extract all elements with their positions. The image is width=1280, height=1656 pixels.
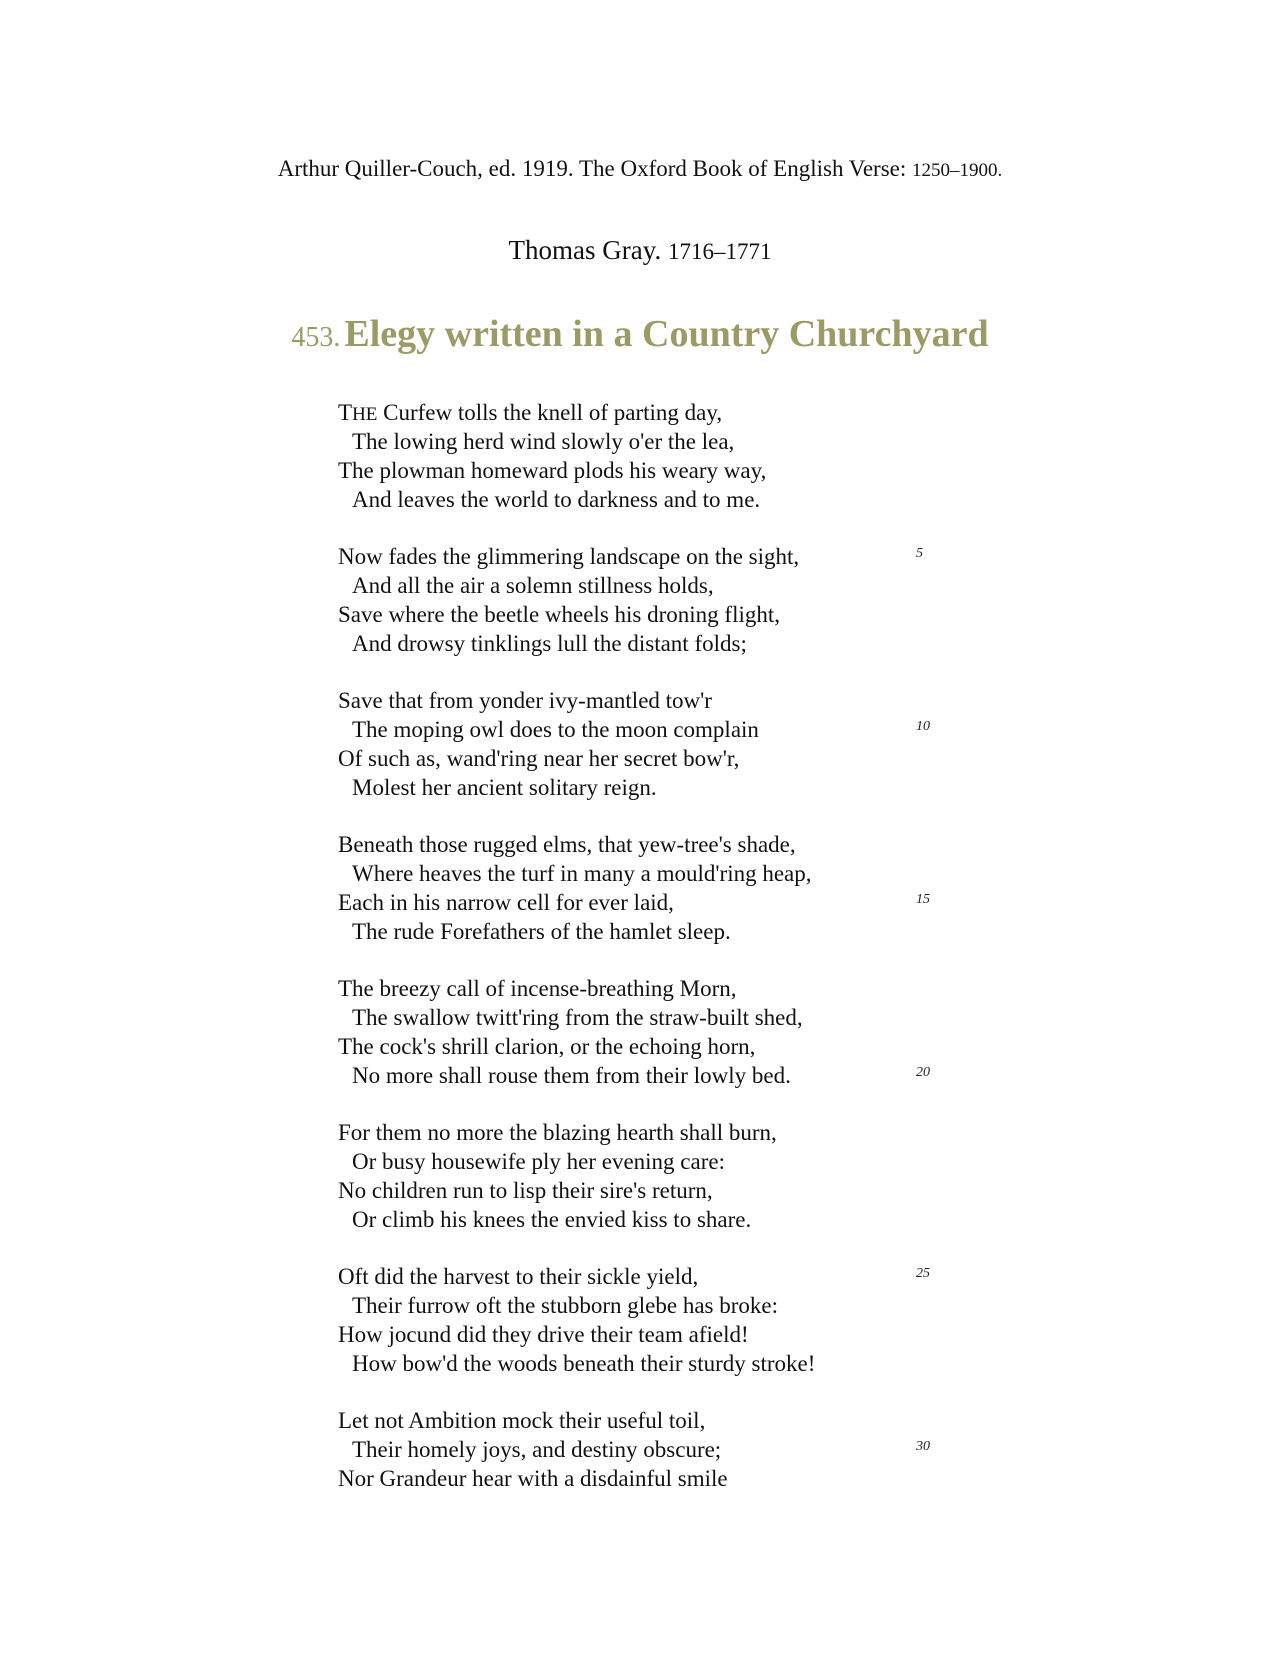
verse-line: Save that from yonder ivy-mantled tow'r	[338, 688, 712, 713]
first-line-text: Curfew tolls the knell of parting day,	[377, 400, 723, 425]
verse-line: Their furrow oft the stubborn glebe has broke:	[352, 1293, 779, 1318]
verse-line: The rude Forefathers of the hamlet sleep.	[352, 919, 731, 944]
stanza	[338, 542, 958, 658]
author-name: Thomas Gray.	[508, 235, 662, 265]
first-line-dropcap: T	[338, 400, 353, 425]
verse-line: Molest her ancient solitary reign.	[352, 775, 657, 800]
verse-line: No children run to lisp their sire's return,	[338, 1178, 713, 1203]
verse-line: The moping owl does to the moon complain	[352, 717, 759, 742]
stanza	[338, 1406, 958, 1522]
verse-line: How bow'd the woods beneath their sturdy stroke!	[352, 1351, 816, 1376]
verse-line	[338, 398, 722, 427]
verse-line: Their homely joys, and destiny obscure;	[352, 1437, 722, 1462]
verse-line: The swallow twitt'ring from the straw-built shed,	[352, 1005, 803, 1030]
verse-line: Now fades the glimmering landscape on the sight,	[338, 544, 800, 569]
source-citation	[0, 154, 1280, 186]
author-heading	[0, 233, 1280, 269]
poem-number: 453.	[291, 322, 341, 353]
verse-line: For them no more the blazing hearth shall burn,	[338, 1120, 777, 1145]
verse-line: Save where the beetle wheels his droning flight,	[338, 602, 780, 627]
stanza	[338, 974, 958, 1090]
verse-line: The lowing herd wind slowly o'er the lea,	[352, 429, 735, 454]
poem-title	[0, 308, 1280, 368]
verse-line: The plowman homeward plods his weary way,	[338, 458, 767, 483]
verse-line: Nor Grandeur hear with a disdainful smile	[338, 1466, 728, 1491]
line-number-marker: 10	[916, 719, 930, 734]
stanza	[338, 830, 958, 946]
verse-line: And all the air a solemn stillness holds,	[352, 573, 714, 598]
author-years: 1716–1771	[667, 239, 772, 264]
verse-line: And leaves the world to darkness and to me.	[352, 487, 761, 512]
verse-line: Or busy housewife ply her evening care:	[352, 1149, 725, 1174]
verse-line: Let not Ambition mock their useful toil,	[338, 1408, 706, 1433]
verse-line: The breezy call of incense-breathing Morn,	[338, 976, 737, 1001]
stanza	[338, 1118, 958, 1234]
stanza	[338, 1262, 958, 1378]
line-number-marker: 30	[916, 1439, 930, 1454]
stanza	[338, 686, 958, 802]
verse-line: How jocund did they drive their team afield!	[338, 1322, 749, 1347]
source-years: 1250–1900.	[912, 160, 1003, 181]
source-text: Arthur Quiller-Couch, ed. 1919. The Oxford Book of English Verse:	[277, 156, 907, 181]
line-number-marker: 15	[916, 892, 930, 907]
poem-body	[338, 398, 958, 1550]
stanza	[338, 398, 958, 514]
line-number-marker: 25	[916, 1266, 930, 1281]
verse-line: No more shall rouse them from their lowly bed.	[352, 1063, 791, 1088]
verse-line: Of such as, wand'ring near her secret bow'r,	[338, 746, 740, 771]
verse-line: Where heaves the turf in many a mould'ring heap,	[352, 861, 812, 886]
first-line-smallcaps: HE	[352, 404, 378, 425]
line-number-marker: 5	[916, 546, 923, 561]
line-number-marker: 20	[916, 1065, 930, 1080]
verse-line: Or climb his knees the envied kiss to share.	[352, 1207, 752, 1232]
poem-title-text: Elegy written in a Country Churchyard	[344, 313, 989, 355]
verse-line: Oft did the harvest to their sickle yield,	[338, 1264, 699, 1289]
verse-line: Each in his narrow cell for ever laid,	[338, 890, 674, 915]
verse-line: And drowsy tinklings lull the distant folds;	[352, 631, 747, 656]
verse-line: The cock's shrill clarion, or the echoing horn,	[338, 1034, 756, 1059]
verse-line: Beneath those rugged elms, that yew-tree's shade,	[338, 832, 796, 857]
